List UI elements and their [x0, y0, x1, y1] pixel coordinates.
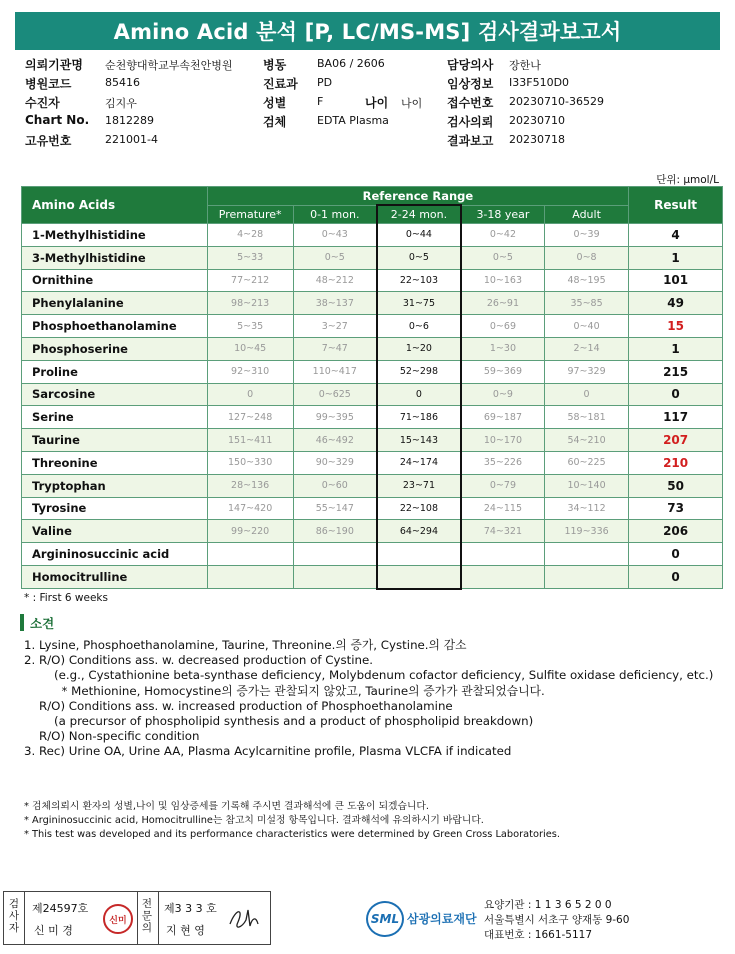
- result-value: 1: [629, 337, 723, 360]
- table-row: [22, 292, 723, 315]
- reference-range-cell: 0~39: [544, 224, 628, 247]
- table-row: [22, 337, 723, 360]
- amino-acid-name: Phosphoserine: [22, 337, 208, 360]
- reference-range-cell: 59~369: [461, 360, 545, 383]
- institution-code: 요양기관 : 1 1 3 6 5 2 0 0: [484, 899, 612, 911]
- reference-range-cell: 0~8: [544, 246, 628, 269]
- comment-line: (e.g., Cystathionine beta-synthase deficiency, Molybdenum cofactor deficiency, Sulfite oxidase deficiency, etc.): [24, 668, 714, 683]
- reference-range-cell: 0~625: [293, 383, 377, 406]
- info-value: 순천향대학교부속천안병원: [105, 59, 233, 72]
- info-label: 고유번호: [25, 134, 72, 148]
- amino-acid-name: Valine: [22, 520, 208, 543]
- result-value: 0: [629, 383, 723, 406]
- table-row: [22, 269, 723, 292]
- header-reference-range: Reference Range: [207, 187, 629, 206]
- reference-range-cell: 15~143: [377, 429, 461, 452]
- info-label: 검사의뢰: [447, 115, 494, 129]
- info-value: 20230710-36529: [509, 95, 604, 108]
- reference-range-cell: 3~27: [293, 315, 377, 338]
- reference-range-cell: 35~226: [461, 451, 545, 474]
- info-value: 20230718: [509, 133, 565, 146]
- comment-line: 3. Rec) Urine OA, Urine AA, Plasma Acylcarnitine profile, Plasma VLCFA if indicated: [24, 744, 512, 759]
- info-value: PD: [317, 76, 333, 89]
- reference-range-cell: 22~103: [377, 269, 461, 292]
- reference-range-cell: 60~225: [544, 451, 628, 474]
- comments-heading: 소견: [30, 616, 55, 631]
- reference-range-cell: 0~43: [293, 224, 377, 247]
- reference-range-cell: 1~20: [377, 337, 461, 360]
- note-line: * Argininosuccinic acid, Homocitrulline는 참고치 미설정 항목입니다. 결과해석에 유의하시기 바랍니다.: [24, 815, 484, 826]
- reference-range-cell: 10~45: [207, 337, 293, 360]
- comment-line: R/O) Conditions ass. w. increased production of Phosphoethanolamine: [24, 698, 453, 713]
- table-row: [22, 565, 723, 588]
- table-row: [22, 497, 723, 520]
- comments: [24, 638, 713, 760]
- info-label: 진료과: [263, 77, 298, 91]
- reference-range-cell: 34~112: [544, 497, 628, 520]
- reference-range-cell: 28~136: [207, 474, 293, 497]
- reference-range-cell: 0~6: [377, 315, 461, 338]
- reference-range-cell: [293, 565, 377, 588]
- comment-line: (a precursor of phospholipid synthesis and a product of phospholipid breakdown): [24, 714, 534, 729]
- info-value: EDTA Plasma: [317, 114, 389, 127]
- unit-label: 단위: μmol/L: [656, 174, 719, 186]
- result-value: 206: [629, 520, 723, 543]
- reference-range-cell: 5~33: [207, 246, 293, 269]
- table-row: [22, 451, 723, 474]
- amino-acid-name: Tryptophan: [22, 474, 208, 497]
- reference-range-cell: 97~329: [544, 360, 628, 383]
- amino-acid-name: Ornithine: [22, 269, 208, 292]
- info-label: 병원코드: [25, 77, 72, 91]
- reference-range-cell: 127~248: [207, 406, 293, 429]
- table-row: [22, 429, 723, 452]
- reference-range-cell: 0~69: [461, 315, 545, 338]
- info-value: I33F510D0: [509, 76, 570, 89]
- amino-acid-name: Taurine: [22, 429, 208, 452]
- reference-range-cell: 0: [207, 383, 293, 406]
- reference-range-cell: 10~170: [461, 429, 545, 452]
- institution-name: 삼광의료재단: [407, 912, 477, 926]
- info-label: 병동: [263, 58, 287, 72]
- amino-acid-name: 1-Methylhistidine: [22, 224, 208, 247]
- result-value: 49: [629, 292, 723, 315]
- reference-range-cell: [293, 543, 377, 566]
- reference-range-cell: 99~395: [293, 406, 377, 429]
- reference-range-cell: 0~60: [293, 474, 377, 497]
- reference-range-cell: 150~330: [207, 451, 293, 474]
- age-label: 나이: [365, 96, 389, 110]
- info-value: 221001-4: [105, 133, 158, 146]
- reference-range-cell: 0~42: [461, 224, 545, 247]
- reference-range-cell: 119~336: [544, 520, 628, 543]
- amino-acid-name: Sarcosine: [22, 383, 208, 406]
- reference-range-cell: [461, 543, 545, 566]
- doctor-license: 제3 3 3 호: [164, 902, 217, 915]
- reference-range-cell: 0~44: [377, 224, 461, 247]
- reference-range-cell: 10~163: [461, 269, 545, 292]
- tester-license: 제24597호: [32, 902, 89, 915]
- reference-range-cell: 2~14: [544, 337, 628, 360]
- reference-range-cell: 0: [377, 383, 461, 406]
- result-value: 101: [629, 269, 723, 292]
- institution-address: 서울특별시 서초구 양재동 9-60: [484, 914, 630, 926]
- comment-line: * Methionine, Homocystine의 증가는 관찰되지 않았고, Taurine의 증가가 관찰되었습니다.: [24, 683, 545, 698]
- doctor-signature: [226, 902, 262, 934]
- table-row: [22, 383, 723, 406]
- info-label: 접수번호: [447, 96, 494, 110]
- reference-range-cell: 10~140: [544, 474, 628, 497]
- reference-range-cell: 147~420: [207, 497, 293, 520]
- reference-range-cell: 86~190: [293, 520, 377, 543]
- header-amino-acids: Amino Acids: [22, 187, 208, 224]
- info-label: 담당의사: [447, 58, 494, 72]
- table-row: [22, 474, 723, 497]
- note-line: * This test was developed and its performance characteristics were determined by Green Cross Laboratories.: [24, 829, 560, 840]
- tester-name: 신 미 경: [34, 924, 73, 937]
- institution-phone: 대표번호 : 1661-5117: [484, 929, 593, 941]
- reference-range-cell: [461, 565, 545, 588]
- result-value: 73: [629, 497, 723, 520]
- amino-acid-name: Proline: [22, 360, 208, 383]
- report-title: Amino Acid 분석 [P, LC/MS-MS] 검사결과보고서: [15, 12, 720, 50]
- reference-range-cell: 71~186: [377, 406, 461, 429]
- comment-line: 1. Lysine, Phosphoethanolamine, Taurine, Threonine.의 증가, Cystine.의 감소: [24, 638, 467, 652]
- reference-range-cell: 31~75: [377, 292, 461, 315]
- reference-range-cell: 26~91: [461, 292, 545, 315]
- reference-range-cell: 4~28: [207, 224, 293, 247]
- result-value: 207: [629, 429, 723, 452]
- header-range-2-24mon: 2-24 mon.: [377, 205, 461, 224]
- header-range-3-18year: 3-18 year: [461, 205, 545, 224]
- info-label: 성별: [263, 96, 287, 110]
- seal-stamp: 신미: [103, 904, 133, 934]
- amino-acid-name: 3-Methylhistidine: [22, 246, 208, 269]
- signature-box: [3, 891, 271, 945]
- reference-range-cell: 151~411: [207, 429, 293, 452]
- table-row: [22, 406, 723, 429]
- reference-range-cell: [377, 543, 461, 566]
- amino-acid-name: Homocitrulline: [22, 565, 208, 588]
- table-row: [22, 315, 723, 338]
- result-value: 210: [629, 451, 723, 474]
- amino-acid-name: Argininosuccinic acid: [22, 543, 208, 566]
- reference-range-cell: [377, 565, 461, 588]
- info-label: 검체: [263, 115, 287, 129]
- reference-range-cell: 1~30: [461, 337, 545, 360]
- reference-range-cell: [544, 543, 628, 566]
- result-value: 15: [629, 315, 723, 338]
- info-value: 85416: [105, 76, 140, 89]
- info-label: 수진자: [25, 96, 60, 110]
- table-row: [22, 520, 723, 543]
- header-result: Result: [629, 187, 723, 224]
- footnote-premature: * : First 6 weeks: [24, 592, 108, 604]
- table-row: [22, 224, 723, 247]
- reference-range-cell: 54~210: [544, 429, 628, 452]
- header-range-premature: Premature*: [207, 205, 293, 224]
- reference-range-cell: [207, 543, 293, 566]
- result-value: 50: [629, 474, 723, 497]
- note-line: * 검체의뢰시 환자의 성별,나이 및 임상증세를 기록해 주시면 결과해석에 큰 도움이 되겠습니다.: [24, 801, 430, 812]
- info-value: 장한나: [509, 59, 541, 72]
- table-row: [22, 360, 723, 383]
- info-value: 김지우: [105, 97, 137, 110]
- reference-range-cell: 22~108: [377, 497, 461, 520]
- comment-line: R/O) Non-specific condition: [24, 729, 200, 744]
- amino-acid-table: [21, 186, 723, 590]
- info-label: 결과보고: [447, 134, 494, 148]
- amino-acid-name: Threonine: [22, 451, 208, 474]
- institution-info: [484, 898, 629, 943]
- reference-range-cell: 0~40: [544, 315, 628, 338]
- reference-range-cell: 0~79: [461, 474, 545, 497]
- sml-logo-icon: SML: [366, 901, 404, 937]
- info-value: BA06 / 2606: [317, 57, 385, 70]
- reference-range-cell: 74~321: [461, 520, 545, 543]
- reference-range-cell: 0: [544, 383, 628, 406]
- header-range-0-1mon: 0-1 mon.: [293, 205, 377, 224]
- reference-range-cell: 99~220: [207, 520, 293, 543]
- reference-range-cell: 90~329: [293, 451, 377, 474]
- info-value: 20230710: [509, 114, 565, 127]
- table-row: [22, 543, 723, 566]
- reference-range-cell: 55~147: [293, 497, 377, 520]
- reference-range-cell: 77~212: [207, 269, 293, 292]
- result-value: 4: [629, 224, 723, 247]
- reference-range-cell: 48~212: [293, 269, 377, 292]
- reference-range-cell: 35~85: [544, 292, 628, 315]
- amino-acid-name: Phosphoethanolamine: [22, 315, 208, 338]
- info-label: Chart No.: [25, 113, 90, 127]
- tester-label: 검사자: [8, 898, 20, 934]
- reference-range-cell: 24~115: [461, 497, 545, 520]
- info-value: 1812289: [105, 114, 154, 127]
- comment-line: 2. R/O) Conditions ass. w. decreased production of Cystine.: [24, 653, 374, 668]
- reference-range-cell: 0~5: [377, 246, 461, 269]
- reference-range-cell: 64~294: [377, 520, 461, 543]
- amino-acid-name: Serine: [22, 406, 208, 429]
- amino-acid-name: Tyrosine: [22, 497, 208, 520]
- doctor-name: 지 현 영: [166, 924, 205, 937]
- reference-range-cell: 23~71: [377, 474, 461, 497]
- reference-range-cell: 24~174: [377, 451, 461, 474]
- notes: [24, 800, 560, 842]
- reference-range-cell: 52~298: [377, 360, 461, 383]
- result-value: 117: [629, 406, 723, 429]
- result-value: 215: [629, 360, 723, 383]
- result-value: 0: [629, 543, 723, 566]
- reference-range-cell: [544, 565, 628, 588]
- reference-range-cell: 69~187: [461, 406, 545, 429]
- age-value: 나이: [401, 97, 423, 110]
- reference-range-cell: 0~5: [293, 246, 377, 269]
- result-value: 1: [629, 246, 723, 269]
- amino-acid-name: Phenylalanine: [22, 292, 208, 315]
- reference-range-cell: 58~181: [544, 406, 628, 429]
- reference-range-cell: 92~310: [207, 360, 293, 383]
- reference-range-cell: 110~417: [293, 360, 377, 383]
- info-label: 임상정보: [447, 77, 494, 91]
- doctor-label: 전문의: [141, 898, 153, 934]
- reference-range-cell: 38~137: [293, 292, 377, 315]
- header-range-adult: Adult: [544, 205, 628, 224]
- info-label: 의뢰기관명: [25, 58, 83, 72]
- info-value: F: [317, 95, 324, 108]
- reference-range-cell: 48~195: [544, 269, 628, 292]
- reference-range-cell: 5~35: [207, 315, 293, 338]
- result-value: 0: [629, 565, 723, 588]
- reference-range-cell: 7~47: [293, 337, 377, 360]
- reference-range-cell: 0~5: [461, 246, 545, 269]
- reference-range-cell: 98~213: [207, 292, 293, 315]
- table-row: [22, 246, 723, 269]
- section-marker: [20, 614, 24, 631]
- reference-range-cell: [207, 565, 293, 588]
- reference-range-cell: 0~9: [461, 383, 545, 406]
- reference-range-cell: 46~492: [293, 429, 377, 452]
